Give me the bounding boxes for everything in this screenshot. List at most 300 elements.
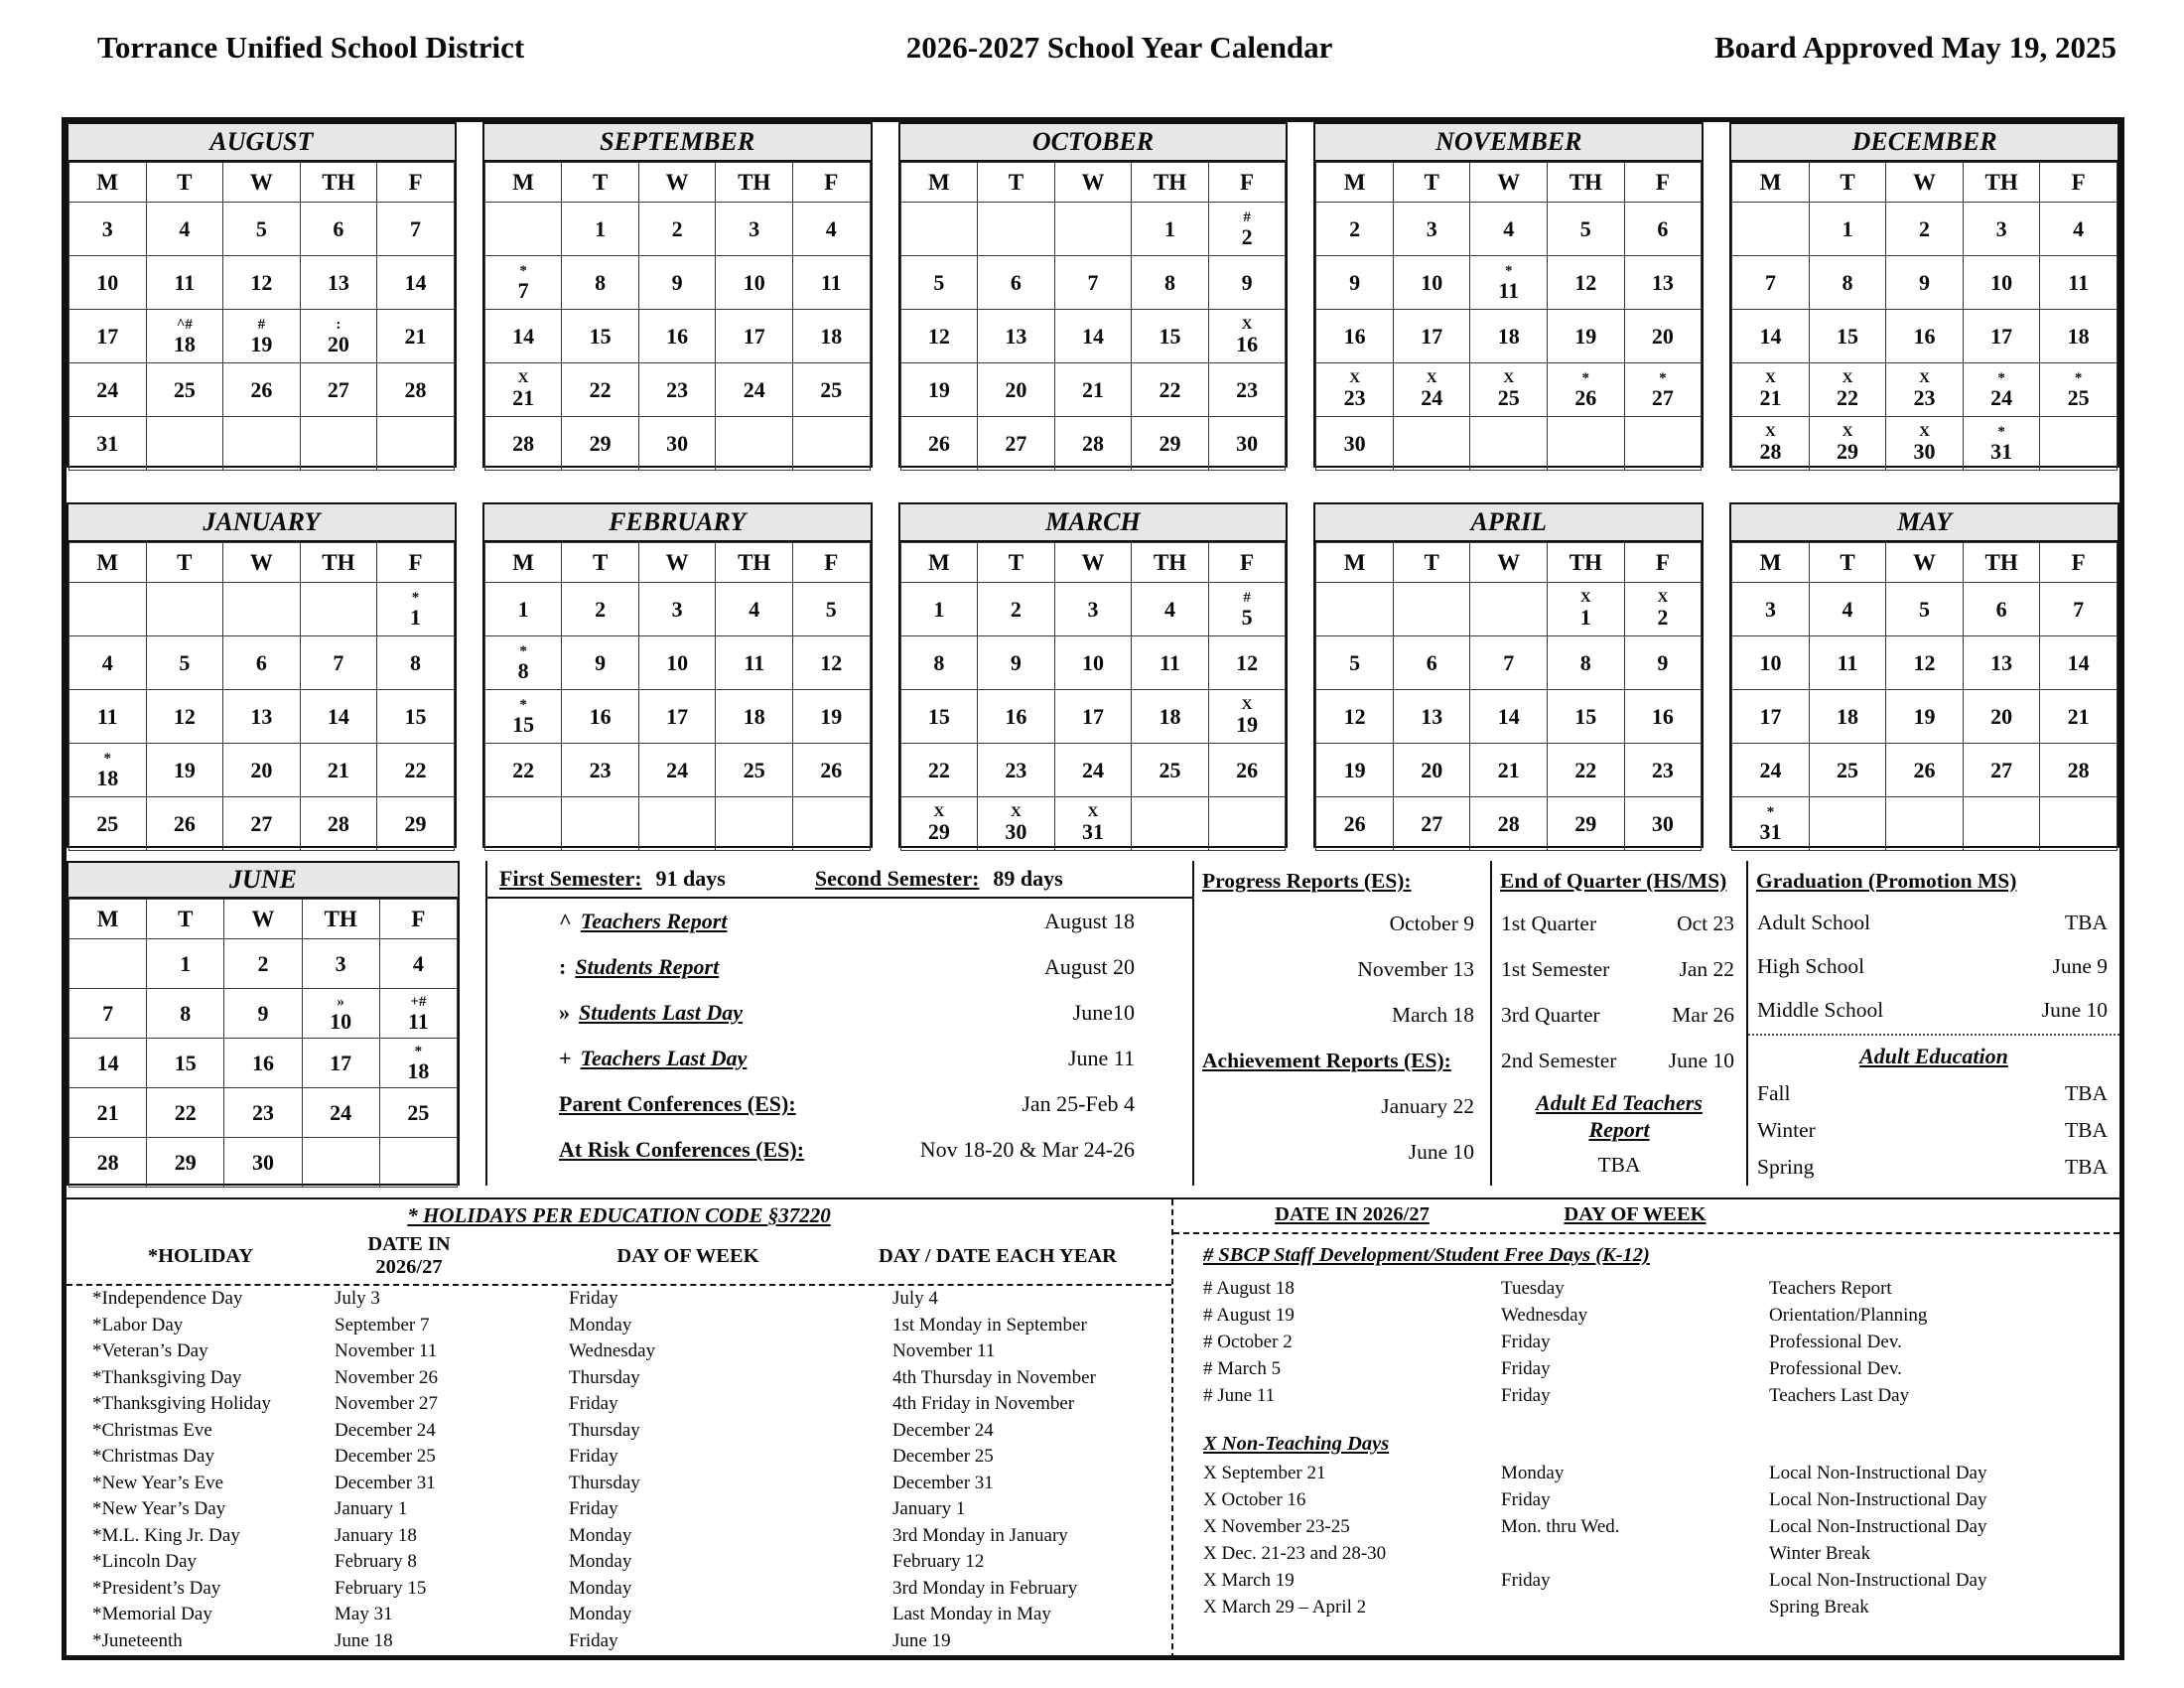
day-number: 5 (1349, 649, 1361, 675)
day-cell (1316, 417, 1394, 471)
nonteaching-weekday: Monday (1501, 1463, 1565, 1483)
day-cell (2040, 417, 2117, 471)
day-number: 7 (1087, 269, 1099, 295)
weekday-header: F (1624, 163, 1702, 203)
day-number: 28 (1759, 438, 1782, 464)
weekday-header: T (978, 163, 1055, 203)
day-cell (1809, 256, 1886, 310)
day-cell (484, 310, 562, 363)
day-symbol: # (1243, 589, 1251, 606)
day-symbol: X (1765, 423, 1776, 440)
day-number: 24 (330, 1099, 352, 1125)
legend-label: Students Last Day (579, 1000, 744, 1025)
day-cell (1548, 256, 1625, 310)
holiday-row (67, 1313, 1171, 1339)
day-cell (1054, 363, 1132, 417)
day-symbol: X (1919, 423, 1930, 440)
day-cell (792, 690, 870, 744)
weekday-header: F (792, 163, 870, 203)
day-number: 15 (589, 323, 612, 349)
day-cell (1054, 256, 1132, 310)
weekday-header: TH (1963, 163, 2040, 203)
nonteaching-row (1173, 1594, 2119, 1620)
day-cell (146, 310, 223, 363)
adult-education-date: TBA (2065, 1118, 2108, 1142)
month-title: DECEMBER (1731, 124, 2117, 162)
holiday-each-year: December 25 (892, 1446, 994, 1467)
day-cell (638, 417, 716, 471)
day-cell (223, 203, 301, 256)
day-number: 30 (1651, 810, 1674, 836)
day-cell (1624, 797, 1702, 851)
day-number: 19 (1913, 703, 1936, 729)
day-number: 5 (179, 649, 191, 675)
key-date-row (487, 1081, 1192, 1127)
day-cell (379, 1039, 457, 1088)
day-number: 19 (927, 376, 950, 402)
day-cell (2040, 636, 2117, 690)
day-cell (562, 744, 639, 797)
day-number: 4 (412, 950, 424, 976)
day-number: 9 (257, 1000, 269, 1026)
day-cell (1393, 690, 1470, 744)
day-cell (1624, 256, 1702, 310)
adult-education-term: Fall (1757, 1081, 1791, 1105)
key-date-row (487, 990, 1192, 1036)
day-cell (2040, 690, 2117, 744)
day-number: 28 (96, 1149, 119, 1175)
achievement-reports-title: Achievement Reports (ES): (1202, 1048, 1451, 1072)
day-cell (146, 363, 223, 417)
day-cell (716, 636, 793, 690)
weekday-header: TH (300, 163, 377, 203)
day-cell (1054, 636, 1132, 690)
day-number: 31 (1081, 818, 1104, 844)
day-number: 23 (251, 1099, 274, 1125)
day-cell (792, 583, 870, 636)
weekday-header: W (223, 163, 301, 203)
day-cell (562, 256, 639, 310)
day-number: 11 (1837, 649, 1858, 675)
day-cell (1886, 690, 1964, 744)
day-cell (302, 989, 379, 1039)
legend-symbol: : (559, 954, 567, 979)
day-number: 18 (743, 703, 765, 729)
day-number: 3 (1087, 596, 1099, 622)
day-symbol: * (414, 1043, 423, 1059)
day-cell (1809, 636, 1886, 690)
holiday-name: *Labor Day (92, 1314, 184, 1336)
quarter-date: June 10 (1668, 1048, 1734, 1072)
day-number: 20 (1005, 376, 1027, 402)
day-cell (978, 363, 1055, 417)
quarter-label: 1st Quarter (1501, 911, 1597, 935)
day-cell (900, 744, 978, 797)
sbcp-description: Teachers Last Day (1769, 1385, 1910, 1406)
semester-legend-section (485, 861, 1192, 1186)
month-grid (68, 899, 458, 1188)
adult-education-row (1748, 1112, 2119, 1149)
day-number: 4 (749, 596, 760, 622)
quarter-date: Jan 22 (1679, 956, 1734, 981)
day-cell (146, 744, 223, 797)
graduation-date: June 10 (2041, 997, 2108, 1022)
day-number: 24 (1421, 384, 1443, 410)
day-number: 29 (589, 430, 612, 456)
weekday-header: T (1809, 163, 1886, 203)
weekday-header: W (223, 543, 301, 583)
day-cell (69, 989, 147, 1039)
holiday-date: December 25 (335, 1446, 436, 1467)
day-number: 5 (1241, 604, 1253, 630)
day-number: 13 (1651, 269, 1674, 295)
day-cell (716, 797, 793, 851)
day-cell (302, 1039, 379, 1088)
day-number: 28 (1081, 430, 1104, 456)
staff-development-section (1171, 1199, 2119, 1659)
day-number: 11 (407, 1008, 429, 1034)
weekday-header: TH (1548, 543, 1625, 583)
day-cell (1132, 636, 1209, 690)
day-cell (562, 417, 639, 471)
month-title: JUNE (68, 863, 458, 899)
progress-reports-section (1192, 861, 1490, 1186)
day-cell (302, 939, 379, 989)
day-number: 23 (1236, 376, 1259, 402)
day-cell (224, 939, 302, 989)
day-number: 21 (1081, 376, 1104, 402)
holiday-each-year: December 24 (892, 1419, 994, 1441)
day-cell (1732, 690, 1810, 744)
end-of-quarter-title: End of Quarter (HS/MS) (1500, 868, 1727, 893)
sbcp-row (1173, 1275, 2119, 1302)
day-cell (1624, 583, 1702, 636)
semester-summary (487, 861, 1192, 899)
day-symbol: X (1349, 369, 1361, 386)
day-cell (1208, 797, 1286, 851)
day-symbol: X (933, 803, 945, 820)
day-cell (1132, 417, 1209, 471)
day-cell (379, 1138, 457, 1188)
month-title: FEBRUARY (484, 504, 871, 542)
day-number: 1 (1164, 215, 1175, 241)
adult-education-term: Winter (1757, 1118, 1816, 1142)
nonteaching-weekday: Mon. thru Wed. (1501, 1516, 1620, 1537)
day-symbol: * (411, 589, 420, 606)
day-cell (792, 636, 870, 690)
day-cell (716, 203, 793, 256)
day-cell (1886, 256, 1964, 310)
day-number: 6 (1010, 269, 1022, 295)
day-cell (223, 744, 301, 797)
day-number: 12 (1574, 269, 1597, 295)
day-cell (562, 797, 639, 851)
day-symbol: X (1579, 589, 1591, 606)
holiday-date: May 31 (335, 1604, 393, 1624)
day-cell (377, 583, 455, 636)
sbcp-description: Professional Dev. (1769, 1358, 1902, 1379)
sbcp-row (1173, 1382, 2119, 1409)
progress-report-dates (1194, 901, 1490, 1038)
day-number: 26 (1236, 757, 1259, 782)
month-august (67, 122, 457, 468)
day-cell (300, 256, 377, 310)
holiday-name: *M.L. King Jr. Day (92, 1524, 240, 1546)
weekday-header: W (1470, 543, 1548, 583)
weekday-header: W (224, 900, 302, 939)
day-symbol: * (1997, 369, 2005, 386)
weekday-header: F (1624, 543, 1702, 583)
graduation-label: Adult School (1757, 910, 1871, 934)
day-number: 21 (1759, 384, 1782, 410)
day-cell (223, 583, 301, 636)
day-cell (792, 310, 870, 363)
nonteaching-weekday: Friday (1501, 1570, 1551, 1591)
holiday-row (67, 1338, 1171, 1365)
legend-date-value: August 18 (1043, 909, 1135, 933)
day-number: 17 (96, 323, 119, 349)
day-cell (1624, 203, 1702, 256)
day-number: 24 (96, 376, 119, 402)
legend-label: Teachers Report (580, 909, 728, 933)
adult-education-term: Spring (1757, 1155, 1815, 1179)
day-number: 21 (2067, 703, 2090, 729)
legend-symbol: » (559, 1000, 570, 1025)
day-number: 7 (1503, 649, 1515, 675)
day-cell (1963, 636, 2040, 690)
day-number: 31 (1759, 818, 1782, 844)
holiday-each-year: Last Monday in May (892, 1604, 1051, 1624)
sbcp-description: Orientation/Planning (1769, 1305, 1928, 1326)
weekday-header: F (379, 900, 457, 939)
title-bar (68, 26, 2116, 70)
holiday-weekday: Monday (569, 1524, 632, 1546)
day-cell (1208, 310, 1286, 363)
quarter-date: Oct 23 (1677, 911, 1734, 935)
day-number: 21 (512, 384, 535, 410)
day-number: 14 (1497, 703, 1520, 729)
day-cell (1132, 744, 1209, 797)
weekday-header: TH (300, 543, 377, 583)
day-number: 20 (1990, 703, 2013, 729)
day-cell (1886, 744, 1964, 797)
day-cell (1054, 417, 1132, 471)
sbcp-description: Teachers Report (1769, 1278, 1892, 1299)
day-number: 1 (409, 604, 421, 630)
weekday-header: F (2040, 163, 2117, 203)
day-cell (1809, 797, 1886, 851)
day-number: 10 (743, 269, 765, 295)
day-cell (1732, 310, 1810, 363)
day-number: 22 (512, 757, 535, 782)
day-number: 8 (1579, 649, 1591, 675)
day-number: 28 (327, 810, 349, 836)
day-cell (792, 203, 870, 256)
nonteaching-description: Local Non-Instructional Day (1769, 1463, 1987, 1483)
day-cell (147, 1088, 224, 1138)
nonteaching-date: X Dec. 21-23 and 28-30 (1203, 1543, 1387, 1564)
month-grid (68, 542, 455, 851)
day-number: 10 (1990, 269, 2013, 295)
day-number: 14 (404, 269, 427, 295)
holiday-each-year: 4th Thursday in November (892, 1366, 1096, 1388)
day-cell (1470, 363, 1548, 417)
day-cell (1054, 203, 1132, 256)
day-cell (900, 256, 978, 310)
day-number: 22 (1159, 376, 1181, 402)
day-cell (223, 310, 301, 363)
day-cell (69, 939, 147, 989)
day-number: 18 (407, 1057, 430, 1083)
day-cell (1963, 797, 2040, 851)
day-cell (484, 256, 562, 310)
holiday-name: *Independence Day (92, 1288, 243, 1309)
holiday-name: *Veteran’s Day (92, 1340, 208, 1361)
day-cell (900, 310, 978, 363)
day-number: 18 (96, 765, 119, 790)
day-cell (1393, 583, 1470, 636)
day-cell (377, 363, 455, 417)
day-cell (900, 690, 978, 744)
day-cell (146, 203, 223, 256)
quarter-label: 2nd Semester (1501, 1048, 1617, 1072)
day-number: 25 (1159, 757, 1181, 782)
day-cell (1732, 583, 1810, 636)
day-cell (1470, 797, 1548, 851)
day-number: 5 (825, 596, 837, 622)
day-cell (792, 417, 870, 471)
day-cell (300, 417, 377, 471)
day-cell (1208, 417, 1286, 471)
day-number: 11 (96, 703, 118, 729)
day-cell (1732, 636, 1810, 690)
day-cell (1732, 203, 1810, 256)
day-number: 31 (1990, 438, 2013, 464)
nonteaching-title: X Non-Teaching Days (1203, 1433, 1390, 1455)
month-november (1313, 122, 1704, 468)
day-cell (300, 363, 377, 417)
key-date-row (487, 1127, 1192, 1173)
day-number: 25 (1837, 757, 1858, 782)
legend-label: Parent Conferences (ES): (559, 1091, 796, 1116)
day-cell (69, 256, 147, 310)
day-number: 8 (1842, 269, 1853, 295)
day-number: 26 (250, 376, 273, 402)
day-number: 8 (409, 649, 421, 675)
day-cell (1132, 310, 1209, 363)
day-cell (1208, 583, 1286, 636)
day-number: 3 (671, 596, 683, 622)
day-cell (1809, 417, 1886, 471)
day-number: 15 (512, 711, 535, 737)
weekday-header: TH (1963, 543, 2040, 583)
day-number: 4 (1842, 596, 1853, 622)
graduation-label: High School (1757, 953, 1865, 978)
day-cell (69, 744, 147, 797)
day-number: 14 (96, 1050, 119, 1075)
progress-report-date: November 13 (1357, 956, 1474, 981)
day-cell (377, 256, 455, 310)
day-number: 17 (1990, 323, 2013, 349)
day-cell (224, 1138, 302, 1188)
day-cell (1548, 203, 1625, 256)
weekday-header: TH (302, 900, 379, 939)
adult-education-title: Adult Education (1748, 1034, 2119, 1075)
holidays-table (67, 1199, 1171, 1659)
day-number: 30 (1343, 430, 1366, 456)
day-cell (377, 690, 455, 744)
nonteaching-rows (1173, 1460, 2119, 1620)
second-semester-days: 89 days (993, 866, 1063, 891)
day-number: 16 (1913, 323, 1936, 349)
day-cell (1054, 690, 1132, 744)
day-number: 27 (250, 810, 273, 836)
adult-education-date: TBA (2065, 1081, 2108, 1105)
day-number: 11 (744, 649, 765, 675)
month-grid (1731, 542, 2117, 851)
day-cell (1393, 363, 1470, 417)
day-cell (1470, 636, 1548, 690)
holiday-weekday: Thursday (569, 1366, 640, 1388)
legend-date-value: Jan 25-Feb 4 (1022, 1091, 1135, 1116)
sbcp-date: # August 19 (1203, 1305, 1295, 1326)
day-number: 31 (96, 430, 119, 456)
month-grid (1315, 162, 1702, 471)
adult-education-rows (1748, 1075, 2119, 1186)
day-cell (1624, 310, 1702, 363)
day-number: 20 (250, 757, 273, 782)
weekday-header: F (1208, 163, 1286, 203)
day-symbol: * (1659, 369, 1667, 386)
day-cell (1732, 363, 1810, 417)
day-symbol: * (103, 750, 112, 767)
holiday-weekday: Monday (569, 1551, 632, 1572)
day-symbol: * (2074, 369, 2083, 386)
weekday-header: W (638, 163, 716, 203)
day-number: 2 (1919, 215, 1931, 241)
nonteaching-row (1173, 1460, 2119, 1486)
day-cell (1548, 583, 1625, 636)
legend-date-value: June10 (1072, 1000, 1135, 1025)
day-cell (146, 797, 223, 851)
day-cell (1132, 583, 1209, 636)
day-number: 16 (251, 1050, 274, 1075)
day-number: 7 (517, 277, 529, 303)
nonteaching-description: Spring Break (1769, 1597, 1869, 1618)
day-cell (1886, 417, 1964, 471)
day-number: 22 (1574, 757, 1597, 782)
day-cell (1624, 690, 1702, 744)
day-symbol: X (1241, 316, 1253, 333)
board-approval-note: Board Approved May 19, 2025 (1713, 30, 2116, 65)
day-cell (223, 690, 301, 744)
day-cell (300, 583, 377, 636)
day-number: 29 (174, 1149, 197, 1175)
day-number: 7 (333, 649, 344, 675)
adult-ed-teachers-report-title: Adult Ed Teachers Report (1536, 1090, 1703, 1142)
graduation-date: June 9 (2052, 953, 2108, 978)
nonteaching-row (1173, 1567, 2119, 1594)
month-october (898, 122, 1289, 468)
holiday-name: *Christmas Day (92, 1446, 214, 1467)
day-number: 18 (2067, 323, 2090, 349)
sbcp-weekday: Friday (1501, 1332, 1551, 1352)
holiday-weekday: Thursday (569, 1472, 640, 1493)
holiday-row (67, 1391, 1171, 1418)
day-cell (1132, 363, 1209, 417)
sbcp-title: # SBCP Staff Development/Student Free Days (K-12) (1203, 1244, 1650, 1266)
weekday-header: W (638, 543, 716, 583)
